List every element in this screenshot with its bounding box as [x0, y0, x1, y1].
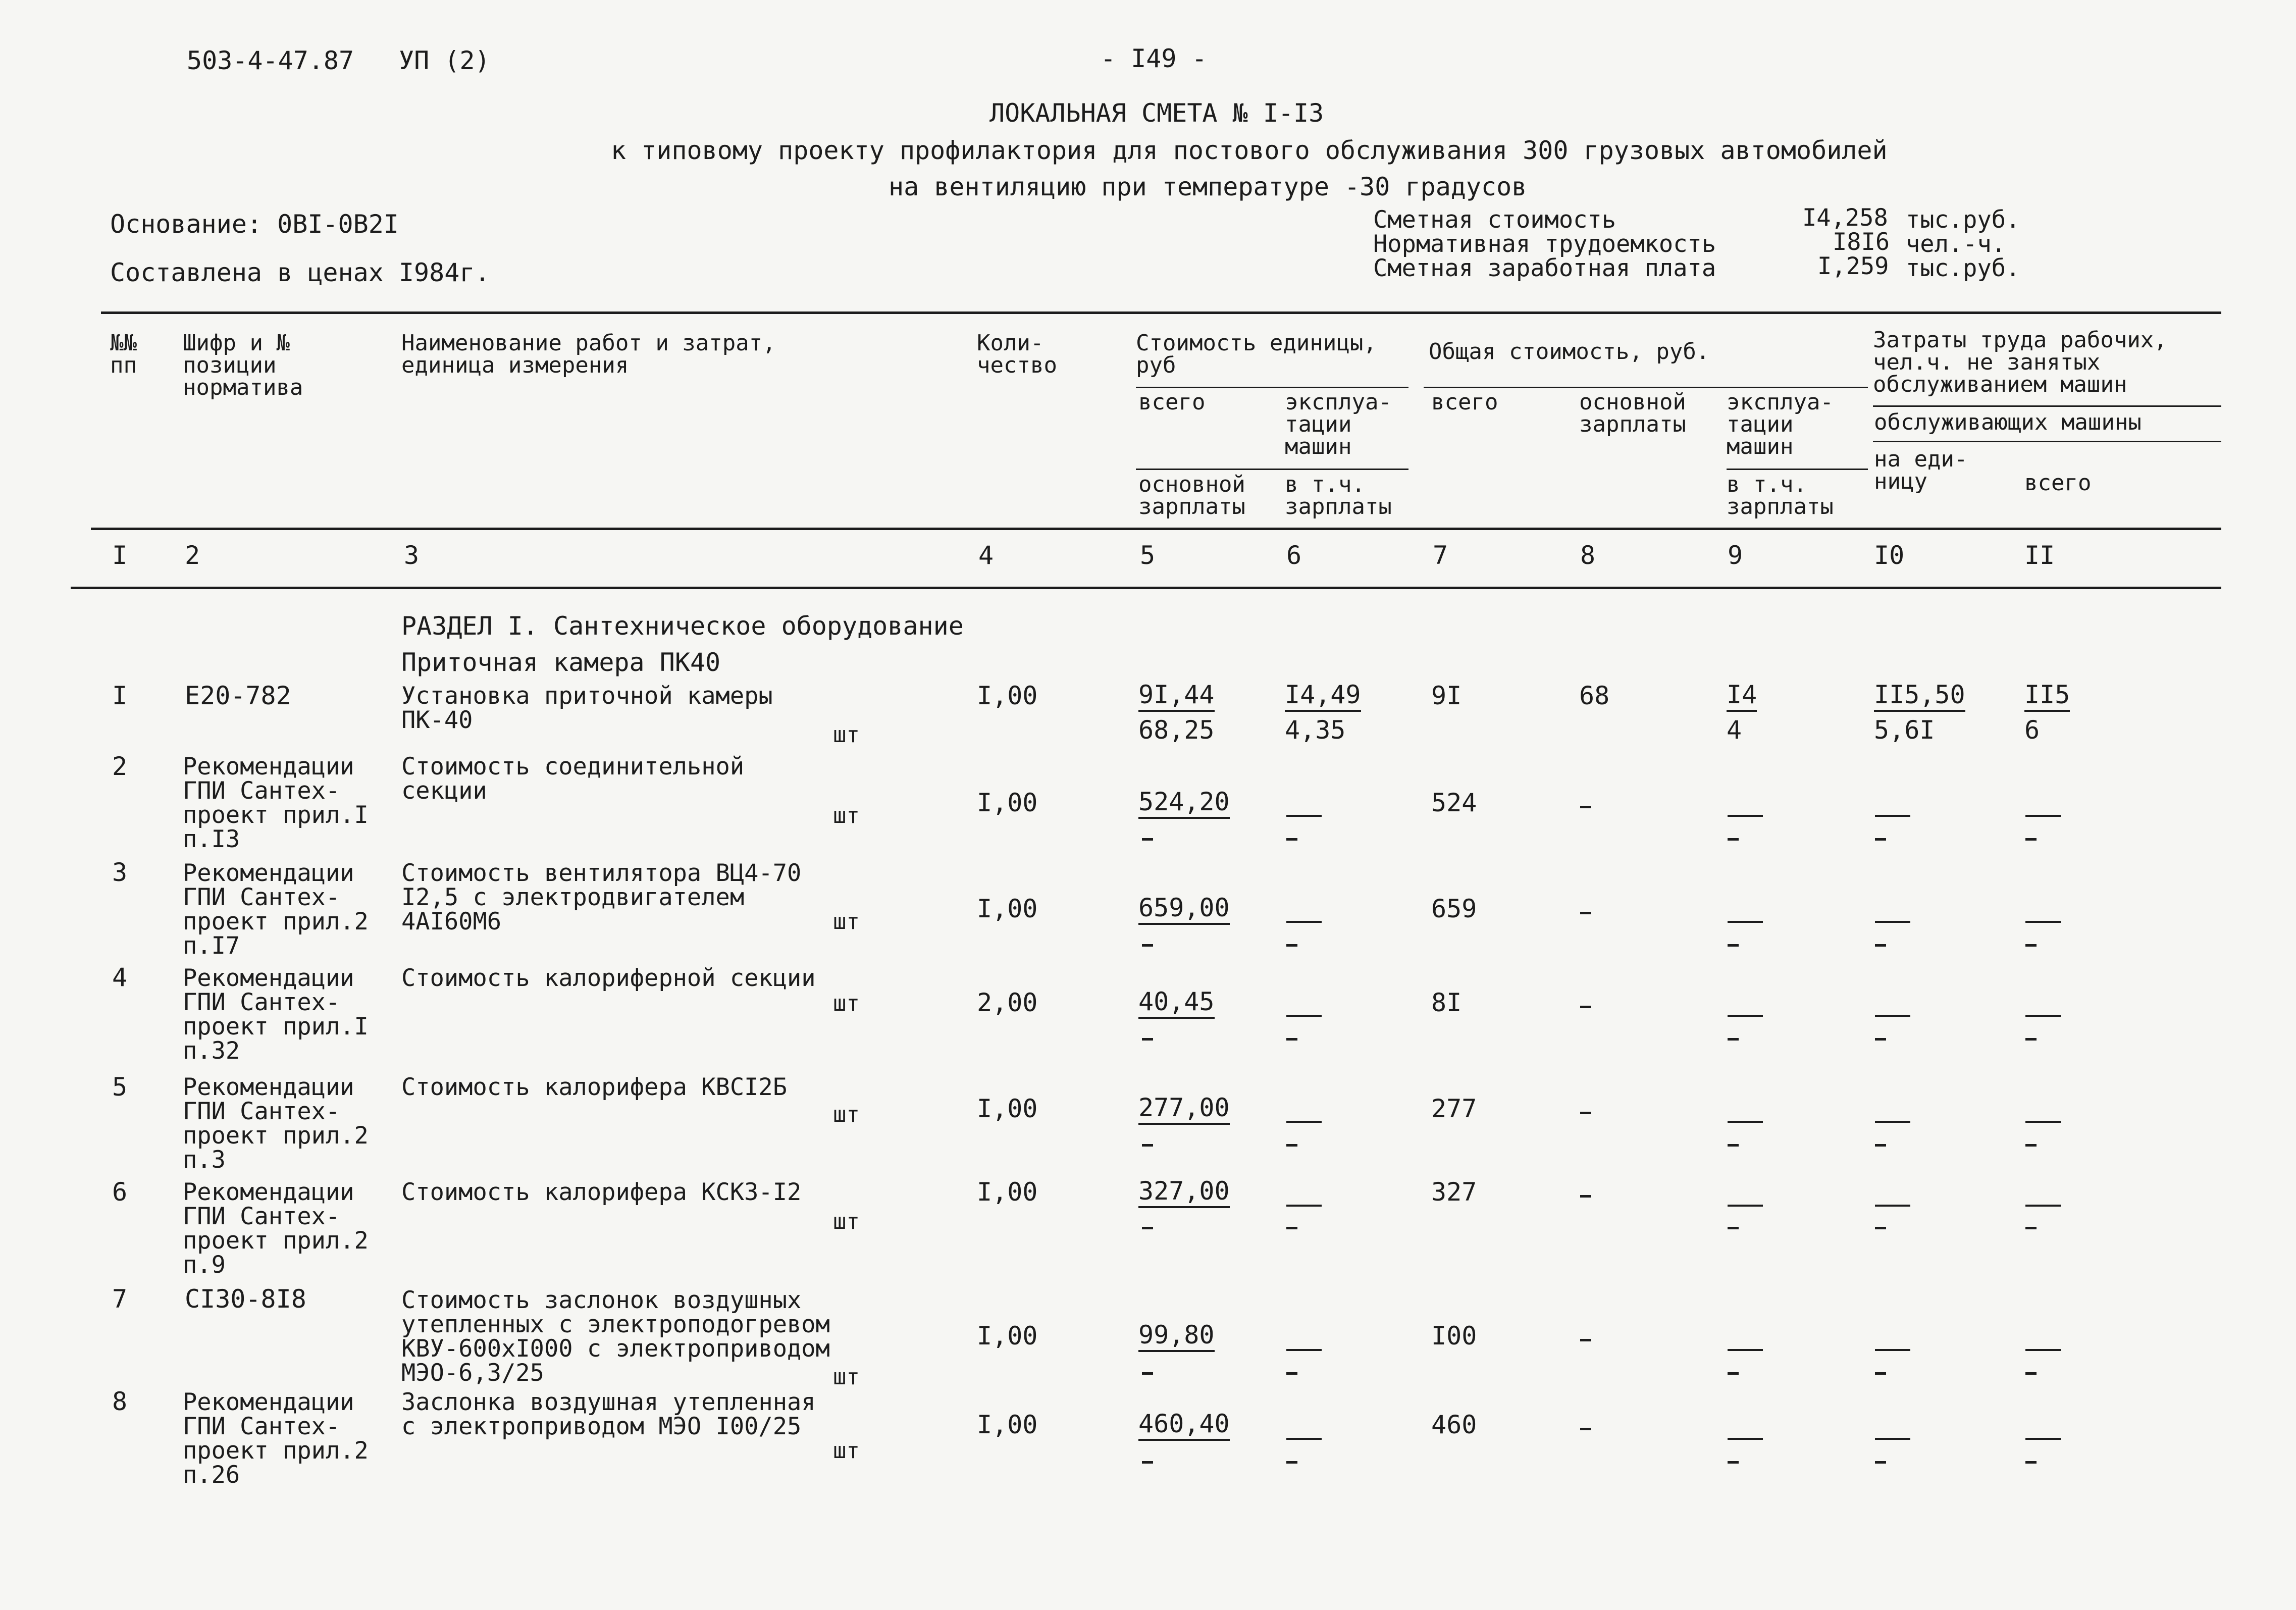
- row-quantity: I,00: [977, 681, 1038, 710]
- row-quantity: I,00: [977, 1177, 1038, 1207]
- empty-mark: [1728, 1205, 1763, 1207]
- col-header-unit-base-wage: основной зарплаты: [1138, 472, 1245, 520]
- total-cost: 524: [1431, 788, 1477, 817]
- empty-mark: [1142, 1144, 1153, 1147]
- col-header-total-cost: Общая стоимость, руб.: [1429, 339, 1710, 365]
- column-number: I0: [1874, 541, 1905, 570]
- column-number: II: [2024, 541, 2055, 570]
- unit-total-cost: [1138, 1321, 1215, 1352]
- estimate-scope: на вентиляцию при температуре -30 градусов: [889, 172, 1527, 201]
- empty-mark: [2025, 1461, 2037, 1464]
- value: 327,00: [1138, 1177, 1230, 1208]
- col-header-code: Шифр и № позиции норматива: [183, 330, 303, 400]
- row-name: Заслонка воздушная утепленная с электроприводом МЭО I00/25: [401, 1388, 816, 1440]
- row-unit: шт: [833, 991, 860, 1016]
- section-title: РАЗДЕЛ I. Сантехническое оборудование: [401, 611, 964, 641]
- value: 524,20: [1138, 788, 1230, 819]
- estimate-title: ЛОКАЛЬНАЯ СМЕТА № I-I3: [989, 98, 1324, 128]
- total-cost: 277: [1431, 1094, 1477, 1123]
- value: 99,80: [1138, 1321, 1215, 1352]
- row-code: Рекомендации ГПИ Сантех- проект прил.2 п.26: [183, 1388, 369, 1489]
- row-unit: шт: [833, 1438, 860, 1464]
- column-number: 5: [1140, 541, 1156, 570]
- empty-mark: [1286, 1461, 1297, 1464]
- col-header-labor-machines: обслуживающих машины: [1874, 409, 2142, 435]
- empty-mark: [1286, 1372, 1297, 1375]
- unit-total-cost: [1138, 894, 1230, 925]
- labor-total-sub: 6: [2024, 715, 2040, 745]
- empty-mark: [2025, 815, 2061, 817]
- empty-mark: [1875, 1015, 1910, 1017]
- total-cost: 659: [1431, 894, 1477, 923]
- empty-mark: [2025, 1227, 2037, 1229]
- unit-total-cost: [1138, 1410, 1230, 1441]
- empty-mark: [1580, 1428, 1591, 1430]
- empty-mark: [2025, 1144, 2037, 1147]
- unit-total-cost: [1138, 788, 1230, 819]
- column-number: 2: [185, 541, 200, 570]
- summary-unit: тыс.руб.: [1906, 206, 2020, 234]
- row-number: 5: [112, 1072, 128, 1102]
- row-code: Рекомендации ГПИ Сантех- проект прил.I п.I3: [183, 753, 369, 853]
- row-name: Стоимость соединительной секции: [401, 753, 745, 805]
- header-bottom-rule: [91, 528, 2221, 530]
- value: I4: [1727, 681, 1757, 712]
- empty-mark: [1875, 1144, 1886, 1147]
- empty-mark: [1286, 1227, 1297, 1229]
- row-quantity: I,00: [977, 1410, 1038, 1439]
- page-number: - I49 -: [1101, 44, 1207, 73]
- row-number: 7: [112, 1284, 128, 1314]
- summary-label: Сметная стоимость: [1373, 206, 1616, 234]
- unit-total-cost: [1138, 1094, 1230, 1125]
- empty-mark: [1286, 1205, 1322, 1207]
- summary-unit: тыс.руб.: [1906, 254, 2020, 282]
- summary-value: I4,258: [1802, 204, 1888, 232]
- col-header-total-machine: эксплуа- тации машин: [1727, 389, 1834, 459]
- value: 659,00: [1138, 894, 1230, 925]
- header-divider: [1873, 441, 2221, 442]
- row-name: Стоимость вентилятора ВЦ4-70 I2,5 с электродвигателем 4AI60M6: [401, 859, 802, 936]
- col-header-unit-incl-wage: в т.ч. зарплаты: [1285, 472, 1392, 520]
- value: 9I,44: [1138, 681, 1215, 712]
- unit-machine-cost: [1285, 681, 1361, 712]
- empty-mark: [1580, 1195, 1591, 1198]
- row-quantity: I,00: [977, 1094, 1038, 1123]
- col-header-name: Наименование работ и затрат, единица измерения: [401, 330, 776, 378]
- total-cost: 9I: [1431, 681, 1462, 710]
- empty-mark: [1875, 1227, 1886, 1229]
- row-name: Стоимость калориферной секции: [401, 964, 816, 992]
- row-name: Стоимость калорифера КВСI2Б: [401, 1073, 788, 1101]
- col-header-unit-machine: эксплуа- тации машин: [1285, 389, 1392, 459]
- column-number: 9: [1728, 541, 1743, 570]
- empty-mark: [1875, 1121, 1910, 1123]
- empty-mark: [1875, 815, 1910, 817]
- doc-code: 503-4-47.87: [187, 46, 354, 75]
- column-number: 3: [404, 541, 420, 570]
- row-unit: шт: [833, 803, 860, 828]
- empty-mark: [2025, 921, 2061, 923]
- labor-total: [2024, 681, 2070, 712]
- row-number: I: [112, 681, 128, 710]
- value: II5,50: [1874, 681, 1965, 712]
- empty-mark: [1142, 1461, 1153, 1464]
- column-number: 6: [1286, 541, 1302, 570]
- col-header-unit-total: всего: [1138, 389, 1206, 415]
- unit-total-cost: [1138, 681, 1215, 712]
- summary-value: I,259: [1817, 252, 1889, 280]
- row-number: 2: [112, 752, 128, 781]
- row-number: 3: [112, 858, 128, 887]
- unit-incl-wage: 4,35: [1285, 715, 1346, 745]
- empty-mark: [1580, 806, 1591, 808]
- summary-unit: чел.-ч.: [1906, 230, 2006, 258]
- empty-mark: [1286, 944, 1297, 947]
- row-code: Рекомендации ГПИ Сантех- проект прил.2 п.9: [183, 1178, 369, 1279]
- row-name: Стоимость заслонок воздушных утепленных с электроподогревом КВУ-600xI000 с электроприводом МЭО-6,3/25: [401, 1286, 830, 1387]
- labor-per-unit: [1874, 681, 1965, 712]
- empty-mark: [2025, 1349, 2061, 1351]
- row-code: Рекомендации ГПИ Сантех- проект прил.2 п.I7: [183, 859, 369, 960]
- empty-mark: [2025, 1372, 2037, 1375]
- value: 40,45: [1138, 988, 1215, 1019]
- empty-mark: [1580, 912, 1591, 914]
- total-machine-cost: [1727, 681, 1757, 712]
- unit-total-cost: [1138, 1177, 1230, 1208]
- col-header-labor-total: всего: [2024, 470, 2092, 496]
- empty-mark: [1875, 838, 1886, 841]
- empty-mark: [1286, 1438, 1322, 1440]
- row-code: E20-782: [185, 681, 291, 710]
- header-divider: [1136, 387, 1408, 388]
- value: II5: [2024, 681, 2070, 712]
- row-unit: шт: [833, 909, 860, 934]
- empty-mark: [2025, 1438, 2061, 1440]
- column-number: I: [112, 541, 128, 570]
- total-incl-wage: 4: [1727, 715, 1742, 745]
- empty-mark: [1286, 1349, 1322, 1351]
- empty-mark: [1875, 921, 1910, 923]
- row-quantity: 2,00: [977, 988, 1038, 1017]
- empty-mark: [1286, 921, 1322, 923]
- empty-mark: [1728, 1227, 1739, 1229]
- col-header-labor-per-unit: на еди- ницу: [1874, 446, 1968, 494]
- empty-mark: [1728, 1121, 1763, 1123]
- empty-mark: [1728, 838, 1739, 841]
- value: 460,40: [1138, 1410, 1230, 1441]
- col-header-number: №№ пп: [110, 330, 137, 378]
- empty-mark: [1142, 1227, 1153, 1229]
- row-unit: шт: [833, 1102, 860, 1127]
- empty-mark: [2025, 944, 2037, 947]
- col-header-total-base-wage: основной зарплаты: [1579, 389, 1686, 437]
- row-quantity: I,00: [977, 1321, 1038, 1351]
- empty-mark: [1875, 944, 1886, 947]
- column-number: 7: [1433, 541, 1448, 570]
- row-name: Стоимость калорифера КСК3-I2: [401, 1178, 802, 1206]
- row-number: 4: [112, 963, 128, 992]
- empty-mark: [1580, 1112, 1591, 1114]
- empty-mark: [1580, 1006, 1591, 1008]
- row-quantity: I,00: [977, 894, 1038, 923]
- empty-mark: [1875, 1205, 1910, 1207]
- table-top-rule: [101, 311, 2221, 314]
- summary-label: Нормативная трудоемкость: [1373, 230, 1716, 258]
- total-base-wage: 68: [1579, 681, 1610, 710]
- column-number: 8: [1580, 541, 1596, 570]
- header-divider: [1873, 405, 2221, 407]
- total-cost: I00: [1431, 1321, 1477, 1351]
- row-number: 6: [112, 1177, 128, 1207]
- empty-mark: [1142, 1372, 1153, 1375]
- labor-per-unit-sub: 5,6I: [1874, 715, 1935, 745]
- column-numbers-rule: [71, 587, 2221, 589]
- empty-mark: [1728, 1461, 1739, 1464]
- album-number: УП (2): [399, 46, 490, 75]
- empty-mark: [1142, 944, 1153, 947]
- empty-mark: [1142, 1038, 1153, 1041]
- empty-mark: [1580, 1339, 1591, 1341]
- empty-mark: [1728, 1349, 1763, 1351]
- summary-value: I8I6: [1833, 228, 1890, 256]
- row-code: CI30-8I8: [185, 1284, 306, 1314]
- empty-mark: [1286, 1121, 1322, 1123]
- empty-mark: [1728, 921, 1763, 923]
- column-number: 4: [978, 541, 994, 570]
- empty-mark: [1728, 1372, 1739, 1375]
- empty-mark: [1875, 1438, 1910, 1440]
- value: I4,49: [1285, 681, 1361, 712]
- empty-mark: [1875, 1461, 1886, 1464]
- col-header-total-incl-wage: в т.ч. зарплаты: [1727, 472, 1834, 520]
- col-header-total: всего: [1431, 389, 1498, 415]
- basis-line: Основание: 0BI-0B2I: [110, 210, 399, 239]
- empty-mark: [2025, 1015, 2061, 1017]
- total-cost: 460: [1431, 1410, 1477, 1439]
- empty-mark: [1875, 1038, 1886, 1041]
- empty-mark: [1728, 944, 1739, 947]
- total-cost: 8I: [1431, 988, 1462, 1017]
- row-unit: шт: [833, 1364, 860, 1390]
- estimate-subtitle: к типовому проекту профилактория для постового обслуживания 300 грузовых автомобилей: [611, 136, 1888, 165]
- header-divider: [1727, 469, 1868, 470]
- empty-mark: [1728, 1038, 1739, 1041]
- row-code: Рекомендации ГПИ Сантех- проект прил.2 п.3: [183, 1073, 369, 1174]
- unit-base-wage: 68,25: [1138, 715, 1215, 745]
- section-subtitle: Приточная камера ПК40: [401, 648, 721, 677]
- prices-line: Составлена в ценах I984г.: [110, 258, 490, 287]
- col-header-labor: Затраты труда рабочих, чел.ч. не занятых обслуживанием машин: [1873, 327, 2167, 397]
- row-name: Установка приточной камеры ПК-40: [401, 682, 773, 734]
- empty-mark: [1286, 1015, 1322, 1017]
- col-header-qty: Коли- чество: [977, 330, 1057, 378]
- row-number: 8: [112, 1387, 128, 1416]
- row-unit: шт: [833, 1209, 860, 1234]
- empty-mark: [1286, 838, 1297, 841]
- header-divider: [1424, 387, 1868, 388]
- empty-mark: [1286, 1144, 1297, 1147]
- empty-mark: [1728, 1015, 1763, 1017]
- empty-mark: [1728, 1438, 1763, 1440]
- col-header-unit-cost: Стоимость единицы, руб: [1136, 330, 1377, 378]
- empty-mark: [2025, 1121, 2061, 1123]
- total-cost: 327: [1431, 1177, 1477, 1207]
- empty-mark: [2025, 838, 2037, 841]
- value: 277,00: [1138, 1094, 1230, 1125]
- summary-label: Сметная заработная плата: [1373, 254, 1716, 282]
- row-quantity: I,00: [977, 788, 1038, 817]
- empty-mark: [1286, 1038, 1297, 1041]
- empty-mark: [1728, 1144, 1739, 1147]
- row-unit: шт: [833, 722, 860, 748]
- row-code: Рекомендации ГПИ Сантех- проект прил.I п.32: [183, 964, 369, 1065]
- empty-mark: [1142, 838, 1153, 841]
- empty-mark: [1875, 1372, 1886, 1375]
- empty-mark: [2025, 1038, 2037, 1041]
- empty-mark: [1875, 1349, 1910, 1351]
- unit-total-cost: [1138, 988, 1215, 1019]
- empty-mark: [2025, 1205, 2061, 1207]
- empty-mark: [1286, 815, 1322, 817]
- empty-mark: [1728, 815, 1763, 817]
- header-divider: [1136, 469, 1408, 470]
